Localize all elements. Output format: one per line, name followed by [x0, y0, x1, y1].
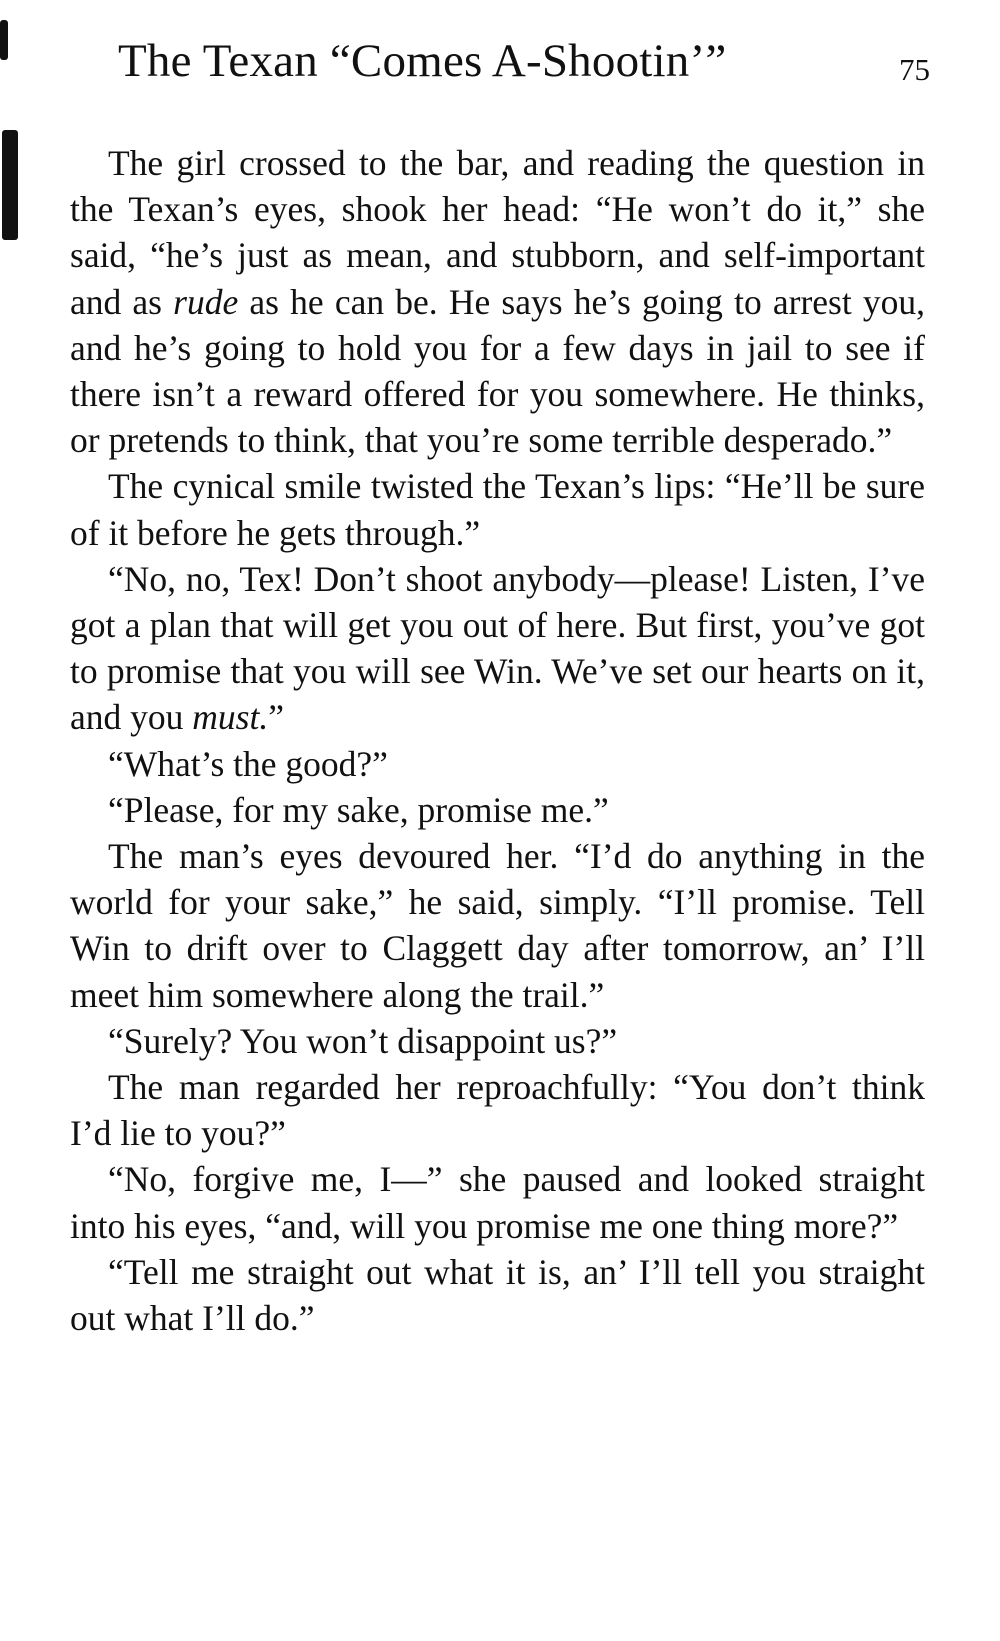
page-number: 75: [899, 52, 930, 87]
text-run: “Please, for my sake, promise me.”: [108, 789, 609, 830]
running-title: The Texan “Comes A-Shootin’”: [118, 35, 727, 87]
paragraph: [70, 787, 925, 833]
emphasis-text: must.: [192, 697, 269, 738]
paragraph: [70, 741, 925, 787]
text-run: “What’s the good?”: [108, 743, 388, 784]
scan-edge-mark: [0, 20, 8, 60]
text-run: The man regarded her reproachfully: “You don’t think I’d lie to you?”: [70, 1067, 925, 1154]
emphasis-text: rude: [173, 281, 239, 322]
paragraph: [70, 1064, 925, 1156]
paragraph: [70, 1249, 925, 1341]
text-run: The girl crossed to the bar, and reading the question in the Texan’s eyes, shook her head: “He won’t do it,” she said, “he’s just as mean, and stubborn, and self-important and as: [70, 143, 925, 322]
paragraph: [70, 463, 925, 555]
text-run: ”: [268, 697, 284, 738]
text-run: “No, forgive me, I—” she paused and looked straight into his eyes, “and, will you promise me one thing more?”: [70, 1159, 925, 1246]
text-run: as he can be. He says he’s going to arrest you, and he’s going to hold you for a few days in jail to see if there isn’t a reward offered for you somewhere. He thinks, or pretends to think, that you’re some terrible desperado.”: [70, 281, 925, 461]
paragraph: [70, 1018, 925, 1064]
text-run: The man’s eyes devoured her. “I’d do anything in the world for your sake,” he said, simply. “I’ll promise. Tell Win to drift over to Claggett day after tomorrow, an’ I’ll meet him somewhere along the trail.”: [70, 836, 925, 1015]
text-run: “No, no, Tex! Don’t shoot anybody—please! Listen, I’ve got a plan that will get you out of here. But first, you’ve got to promise that you will see Win. We’ve set our hearts on it, and you: [70, 558, 925, 738]
scan-edge-mark: [2, 130, 18, 240]
paragraph: [70, 140, 925, 463]
text-run: “Tell me straight out what it is, an’ I’ll tell you straight out what I’ll do.”: [70, 1251, 925, 1339]
paragraph: [70, 556, 925, 741]
body-text: [70, 140, 925, 1341]
paragraph: [70, 1156, 925, 1248]
page-header: [118, 34, 930, 94]
text-run: The cynical smile twisted the Texan’s lips: “He’ll be sure of it before he gets through.”: [70, 466, 925, 553]
paragraph: [70, 833, 925, 1018]
text-run: “Surely? You won’t disappoint us?”: [108, 1020, 618, 1061]
